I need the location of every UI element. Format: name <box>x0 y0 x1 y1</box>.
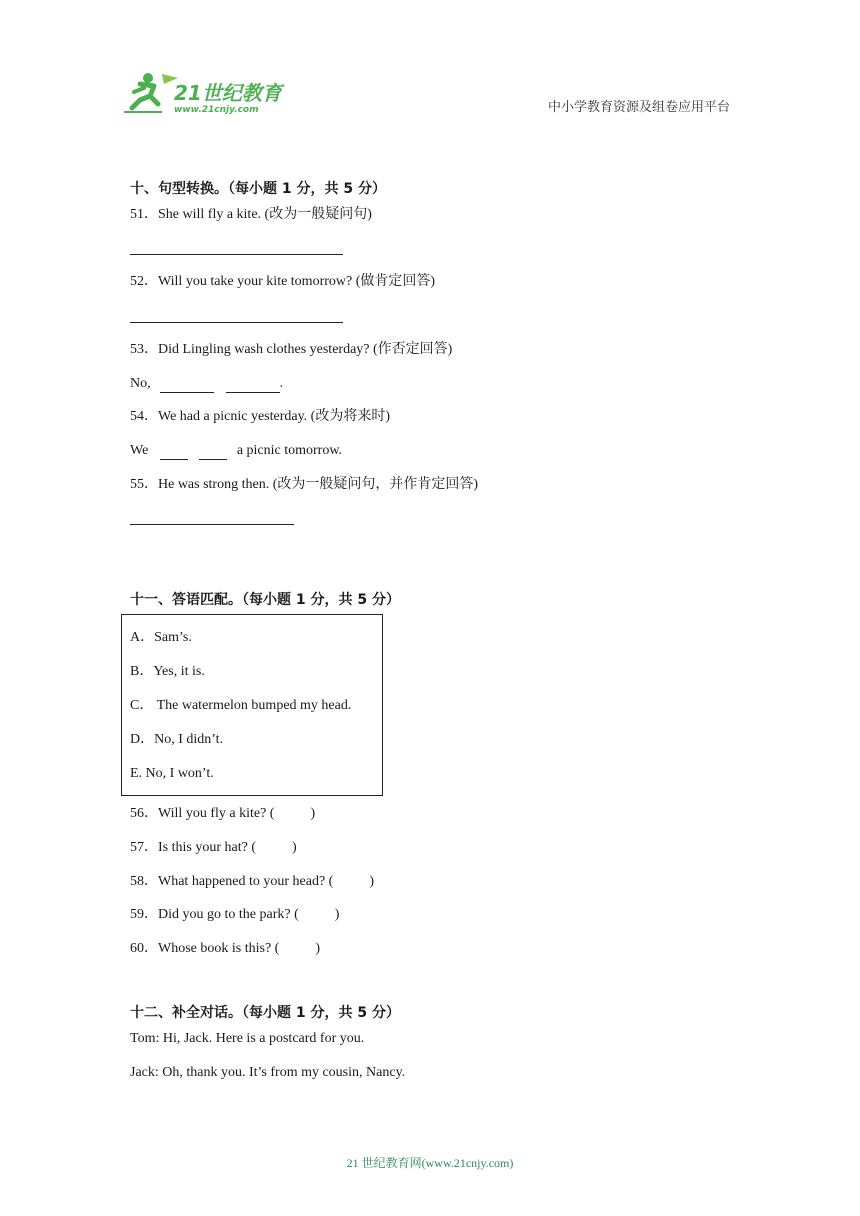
logo-sub-text: www.21cnjy.com <box>174 105 259 115</box>
site-logo <box>122 70 292 116</box>
question-60-close: ) <box>315 941 320 956</box>
option-c: C． The watermelon bumped my head. <box>130 698 352 713</box>
question-57-close: ) <box>291 840 297 855</box>
question-59-close: ) <box>334 907 340 922</box>
option-b: B．Yes, it is. <box>130 664 205 679</box>
answer-53-prefix: No, <box>130 376 151 391</box>
question-55: 55．He was strong then. (改为一般疑问句，并作肯定回答) <box>130 477 479 492</box>
question-58-text: 58．What happened to your head? ( <box>130 874 334 889</box>
answer-line-52[interactable] <box>130 322 343 323</box>
question-56-text: 56．Will you fly a kite? ( <box>130 806 275 821</box>
question-60-text: 60．Whose book is this? ( <box>130 941 280 956</box>
answer-53-suffix: . <box>279 376 284 391</box>
answer-54-blank-2[interactable] <box>199 445 227 460</box>
answer-54-prefix: We <box>130 443 149 458</box>
footer-site-link[interactable]: 21 世纪教育网(www.21cnjy.com) <box>346 1156 514 1170</box>
question-51: 51．She will fly a kite. (改为一般疑问句) <box>130 207 372 222</box>
answer-line-51[interactable] <box>130 254 343 255</box>
question-59-text: 59．Did you go to the park? ( <box>130 907 299 922</box>
dialogue-line-1: Tom: Hi, Jack. Here is a postcard for you. <box>130 1031 365 1046</box>
question-60 <box>130 940 320 958</box>
answer-53-blank-1[interactable] <box>160 378 214 393</box>
question-57-text: 57．Is this your hat? ( <box>130 840 256 855</box>
runner-logo-icon <box>122 70 292 116</box>
option-d: D．No, I didn’t. <box>130 732 224 747</box>
question-58-close: ) <box>369 874 374 889</box>
question-57 <box>130 839 297 857</box>
question-58 <box>130 873 374 891</box>
logo-main-text: 21世纪教育 <box>174 81 282 105</box>
answer-53-row <box>130 375 283 393</box>
question-56 <box>130 805 315 823</box>
section-12-title: 十二、补全对话。（每小题 1 分，共 5 分） <box>130 1005 400 1021</box>
question-56-close: ) <box>310 806 316 821</box>
question-53: 53．Did Lingling wash clothes yesterday? (作否定回答) <box>130 342 453 357</box>
question-54: 54．We had a picnic yesterday. (改为将来时) <box>130 409 390 424</box>
answer-54-row <box>130 442 342 460</box>
answer-54-blank-1[interactable] <box>160 445 188 460</box>
section-11-title: 十一、答语匹配。（每小题 1 分，共 5 分） <box>130 592 400 608</box>
section-10-title: 十、句型转换。（每小题 1 分，共 5 分） <box>130 181 386 197</box>
dialogue-line-2: Jack: Oh, thank you. It’s from my cousin, Nancy. <box>130 1065 406 1080</box>
answer-line-55[interactable] <box>130 524 294 525</box>
header-platform-text: 中小学教育资源及组卷应用平台 <box>547 99 730 114</box>
answer-54-suffix: a picnic tomorrow. <box>236 443 343 458</box>
option-a: A．Sam’s. <box>130 630 192 645</box>
option-e: E. No, I won’t. <box>130 766 214 781</box>
question-59 <box>130 906 339 924</box>
question-52: 52．Will you take your kite tomorrow? (做肯定回答) <box>130 274 436 289</box>
answer-53-blank-2[interactable] <box>226 378 280 393</box>
